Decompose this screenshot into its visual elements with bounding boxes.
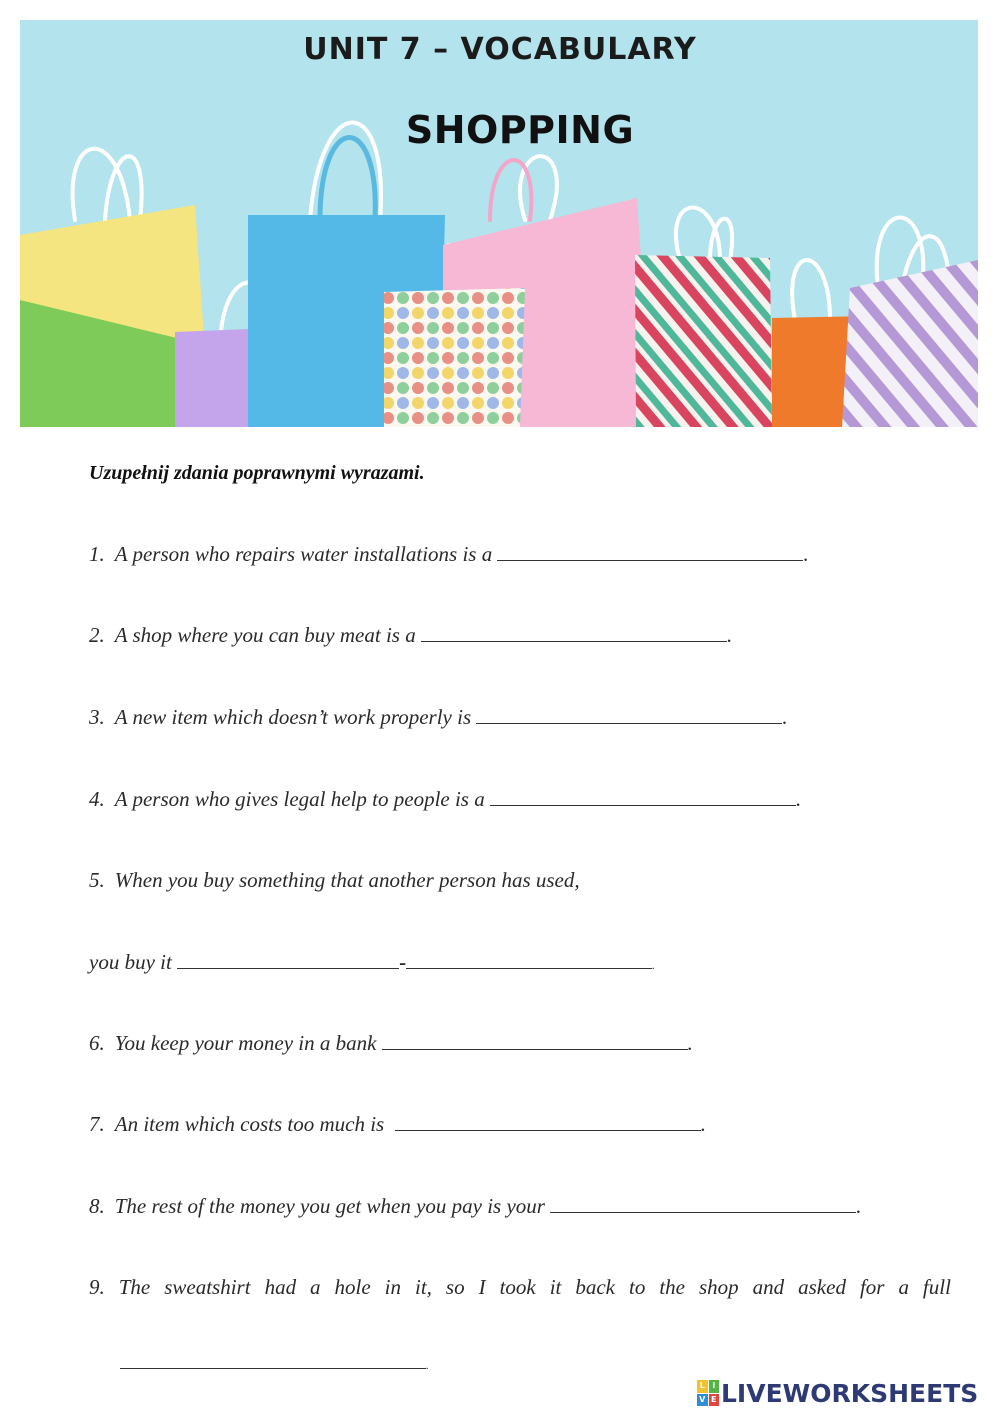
answer-blank-5a[interactable] xyxy=(177,950,399,969)
question-word: and xyxy=(752,1275,785,1299)
question-word: I xyxy=(478,1275,486,1299)
question-text: When you buy something that another person has used, xyxy=(114,868,580,892)
question-word: The xyxy=(118,1275,151,1299)
question-number: 7. xyxy=(89,1112,105,1136)
question-word: in xyxy=(384,1275,402,1299)
unit-title: UNIT 7 – VOCABULARY xyxy=(303,32,697,67)
question-word: hole xyxy=(334,1275,371,1299)
question-word: it xyxy=(549,1275,562,1299)
question-2: 2. A shop where you can buy meat is a . xyxy=(89,623,733,647)
question-4: 4. A person who gives legal help to people is a . xyxy=(89,787,802,811)
question-number: 2. xyxy=(89,623,105,647)
question-text: The rest of the money you get when you pay is your xyxy=(114,1194,545,1218)
question-number: 9. xyxy=(89,1275,105,1299)
question-1: 1. A person who repairs water installations is a . xyxy=(89,542,809,566)
question-9-continued: . xyxy=(120,1350,429,1375)
question-number: 3. xyxy=(89,705,105,729)
answer-blank-9[interactable] xyxy=(120,1350,426,1369)
shopping-bags-illustration xyxy=(20,20,978,427)
answer-blank-1[interactable] xyxy=(497,542,803,561)
question-word: the xyxy=(659,1275,685,1299)
question-number: 4. xyxy=(89,787,105,811)
question-word: took xyxy=(499,1275,536,1299)
question-text: you buy it xyxy=(89,950,172,974)
question-number: 6. xyxy=(89,1031,105,1055)
question-word: it, xyxy=(415,1275,432,1299)
answer-blank-3[interactable] xyxy=(476,705,782,724)
question-5 xyxy=(89,868,580,893)
question-word: sweatshirt xyxy=(164,1275,251,1299)
header-banner xyxy=(20,20,978,427)
question-word: shop xyxy=(698,1275,739,1299)
question-text: A shop where you can buy meat is a xyxy=(114,623,416,647)
question-text: A person who repairs water installations is a xyxy=(114,542,493,566)
logo-text: LIVEWORKSHEETS xyxy=(721,1378,979,1408)
instruction: Uzupełnij zdania poprawnymi wyrazami. xyxy=(89,462,425,484)
question-number: 5. xyxy=(89,868,105,892)
question-word: for xyxy=(859,1275,885,1299)
question-word: so xyxy=(445,1275,465,1299)
question-8: 8. The rest of the money you get when you pay is your . xyxy=(89,1194,862,1218)
question-3: 3. A new item which doesn’t work properly is . xyxy=(89,705,788,729)
question-word: a xyxy=(310,1275,321,1299)
question-word: to xyxy=(629,1275,646,1299)
answer-blank-7[interactable] xyxy=(395,1112,701,1131)
question-text: An item which costs too much is xyxy=(114,1112,385,1136)
question-number: 8. xyxy=(89,1194,105,1218)
question-text: You keep your money in a bank xyxy=(114,1031,377,1055)
question-text: A person who gives legal help to people is a xyxy=(114,787,485,811)
question-word: back xyxy=(575,1275,616,1299)
topic-title: SHOPPING xyxy=(405,108,635,152)
question-text: A new item which doesn’t work properly is xyxy=(114,705,472,729)
question-word: had xyxy=(264,1275,297,1299)
answer-blank-5b[interactable] xyxy=(406,950,652,969)
question-9 xyxy=(89,1275,951,1300)
question-number: 1. xyxy=(89,542,105,566)
answer-blank-4[interactable] xyxy=(490,787,796,806)
answer-blank-2[interactable] xyxy=(421,623,727,642)
question-word: full xyxy=(922,1275,951,1299)
liveworksheets-logo xyxy=(697,1378,978,1408)
logo-mark-icon: L I V E xyxy=(697,1380,719,1406)
question-5-continued: you buy it - . xyxy=(89,950,656,974)
question-7: 7. An item which costs too much is . xyxy=(89,1112,706,1136)
question-6: 6. You keep your money in a bank . xyxy=(89,1031,693,1055)
question-word: asked xyxy=(798,1275,846,1299)
answer-blank-6[interactable] xyxy=(382,1031,688,1050)
question-word: a xyxy=(898,1275,909,1299)
answer-blank-8[interactable] xyxy=(550,1194,856,1213)
